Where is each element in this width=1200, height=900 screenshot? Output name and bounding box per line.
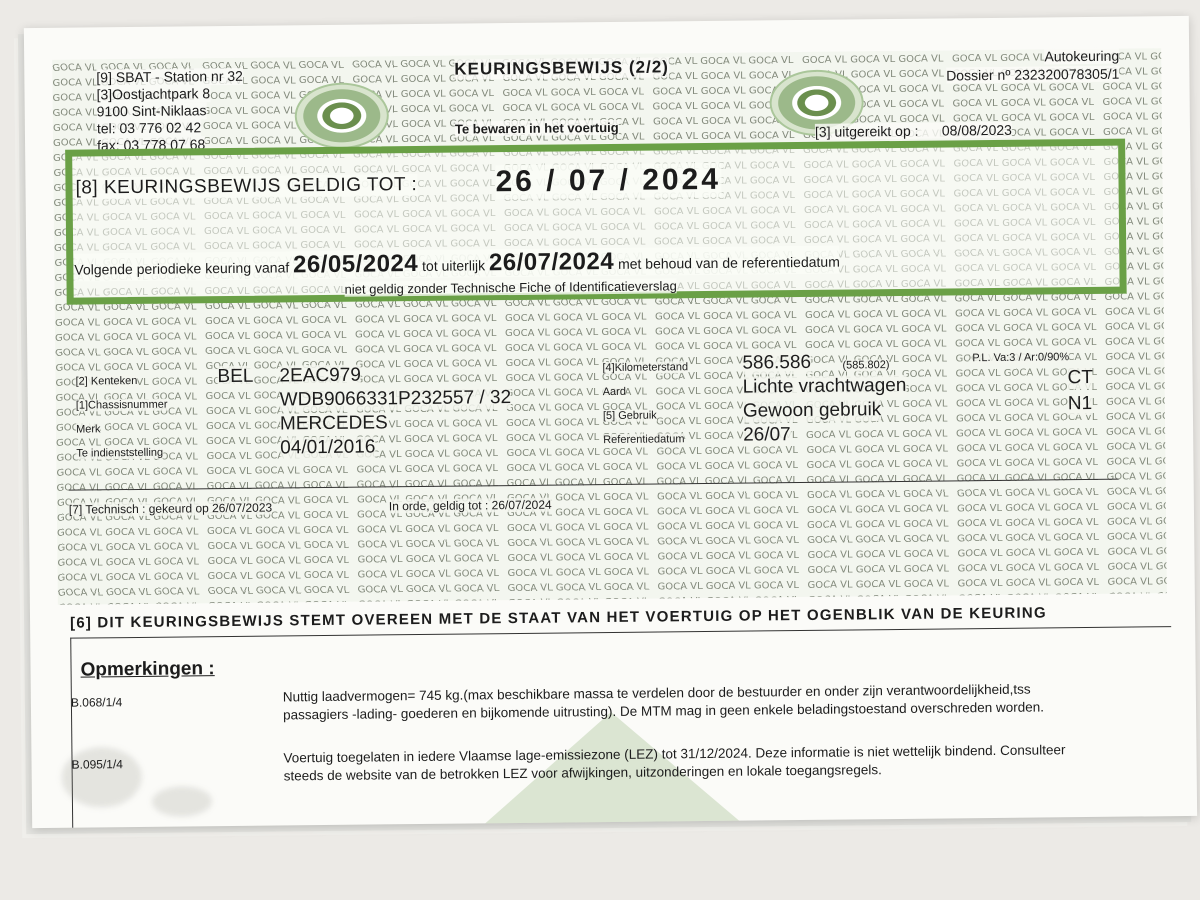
plate-number: 2EAC979 [279,364,361,387]
conformity-statement: [6] DIT KEURINGSBEWIJS STEMT OVEREEN MET DE STAAT VAN HET VOERTUIG OP HET OGENBLIK VAN DE KEURING [69,604,1047,632]
issued-label: [3] uitgereikt op : [814,122,919,140]
plate-country: BEL [217,365,254,388]
use-label: [5] Gebruik [602,409,657,423]
chassis-number: WDB9066331P232557 / 32 [279,387,512,411]
next-from-date: 26/05/2024 [292,250,419,279]
kind-label: Aard [602,385,626,399]
next-suffix: met behoud van de referentiedatum [617,253,840,272]
fax-line: fax: 03 778 07 68 [96,136,206,154]
make-label: Merk [75,423,101,436]
refdate-label: Referentiedatum [603,433,685,447]
remark-code: B.095/1/4 [71,757,124,772]
dossier-number: Dossier nº 232320078305/1 [946,65,1120,84]
km-previous: (585.802) [842,359,890,372]
inspection-certificate [24,16,1197,828]
first-use-date: 04/01/2016 [280,436,376,459]
next-to-date: 26/07/2024 [488,247,615,277]
make-value: MERCEDES [279,412,388,435]
not-valid-note: niet geldig zonder Technische Fiche of Identificatieverslag [344,278,677,297]
remark-text: Nuttig laadvermogen= 745 kg.(max beschikbare massa te verdelen door de bestuurder en onder zijn verantwoordelijkheid,tss passagiers -lading- goederen en bijkomende uitrusting). De MTM mag in geen enkele beladingstoestand overschreden worden. [282,681,1045,723]
remark-code: B.068/1/4 [70,695,123,710]
inspection-type: Autokeuring [1044,47,1120,65]
pl-ratio: P.L. Va:3 / Ar:0/90% [972,351,1070,365]
plate-label: [2] Kenteken [75,374,138,388]
address-line: [3]Oostjachtpark 8 [96,85,211,103]
next-prefix: Volgende periodieke keuring vanaf [74,259,290,278]
next-mid: tot uiterlijk [422,257,486,274]
remark-text: Voertuig toegelaten in iedere Vlaamse lage-emissiezone (LEZ) tot 31/12/2024. Deze informatie is niet wettelijk bindend. Consulteer steeds de website van de betrokken LEZ voor afwijkingen, uitzonderingen en lokale toegangsregels. [283,742,1066,784]
use-value: Gewoon gebruik [742,399,882,422]
validity-label: [8] KEURINGSBEWIJS GELDIG TOT : [75,174,418,199]
keep-in-vehicle-note: Te bewaren in het voertuig [454,119,619,137]
dossier-info [946,47,1120,85]
chassis-label: [1]Chassisnummer [75,398,168,412]
issued-date: 08/08/2023 [941,121,1012,139]
vehicle-category: N1 [1067,392,1093,415]
remarks-title: Opmerkingen : [80,658,215,681]
validity-date: 26 / 07 / 2024 [495,162,722,199]
km-value: 586.586 [742,351,812,374]
station-line: [9] SBAT - Station nr 32 [96,67,244,86]
kind-code: CT [1067,366,1093,389]
kind-value: Lichte vrachtwagen [742,374,907,398]
station-address [96,68,243,155]
tel-line: tel: 03 776 02 42 [96,119,202,137]
issued-date-line [815,122,1012,140]
first-use-label: Te indienststelling [76,446,164,460]
refdate-value: 26/07 [743,424,791,446]
document-title: KEURINGSBEWIJS (2/2) [454,57,669,79]
city-line: 9100 Sint-Niklaas [96,102,207,120]
technical-ok: In orde, geldig tot : 26/07/2024 [388,497,552,514]
technical-checked: [7] Technisch : gekeurd op 26/07/2023 [68,500,273,517]
km-label: [4]Kilometerstand [602,361,689,375]
